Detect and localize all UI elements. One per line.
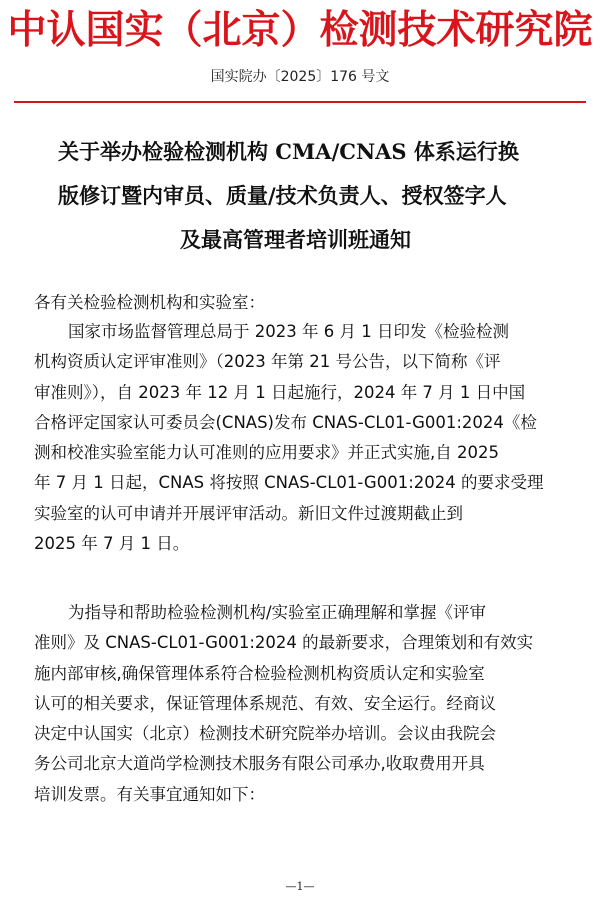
paragraph-2-line: 为指导和帮助检验检测机构/实验室正确理解和掌握《评审 xyxy=(68,603,487,622)
header-organization-name: 中认国实（北京）检测技术研究院 xyxy=(7,7,593,53)
notice-title xyxy=(40,130,575,262)
salutation: 各有关检验检测机构和实验室： xyxy=(34,293,265,312)
paragraph-1-line: 机构资质认定评审准则》（2023 年第 21 号公告，以下简称《评 xyxy=(34,352,501,372)
paragraph-1-line: 年 7 月 1 日起，CNAS 将按照 CNAS-CL01-G001:2024 的要求受理 xyxy=(34,473,544,493)
paragraph-1-line: 测和校准实验室能力认可准则的应用要求》并正式实施,自 2025 xyxy=(34,443,499,463)
paragraph-2 xyxy=(34,598,574,810)
document-number: 国实院办〔2025〕176 号文 xyxy=(210,69,390,85)
paragraph-2-line: 认可的相关要求，保证管理体系规范、有效、安全运行。经商议 xyxy=(34,693,496,713)
title-line-3: 及最高管理者培训班通知 xyxy=(180,227,411,252)
title-line-2: 版修订暨内审员、质量/技术负责人、授权签字人 xyxy=(58,183,507,208)
paragraph-2-line: 务公司北京大道尚学检测技术服务有限公司承办,收取费用开具 xyxy=(34,754,485,774)
paragraph-1-line: 2025 年 7 月 1 日。 xyxy=(34,534,190,554)
paragraph-1-line: 合格评定国家认可委员会(CNAS)发布 CNAS-CL01-G001:2024《检 xyxy=(34,412,537,432)
paragraph-2-line: 培训发票。有关事宜通知如下： xyxy=(34,784,265,804)
title-line-1: 关于举办检验检测机构 CMA/CNAS 体系运行换 xyxy=(58,139,519,164)
paragraph-2-line: 施内部审核,确保管理体系符合检验检测机构资质认定和实验室 xyxy=(34,663,485,683)
paragraph-1-line: 国家市场监督管理总局于 2023 年 6 月 1 日印发《检验检测 xyxy=(68,322,509,341)
paragraph-1-line: 审准则》），自 2023 年 12 月 1 日起施行，2024 年 7 月 1 日中国 xyxy=(34,382,526,402)
header-red-divider xyxy=(14,101,586,103)
paragraph-2-line: 准则》及 CNAS-CL01-G001:2024 的最新要求，合理策划和有效实 xyxy=(34,633,534,653)
page-number: —1— xyxy=(285,880,315,893)
paragraph-1 xyxy=(34,317,574,559)
paragraph-2-line: 决定中认国实（北京）检测技术研究院举办培训。会议由我院会 xyxy=(34,724,496,744)
paragraph-1-line: 实验室的认可申请并开展评审活动。新旧文件过渡期截止到 xyxy=(34,503,463,523)
